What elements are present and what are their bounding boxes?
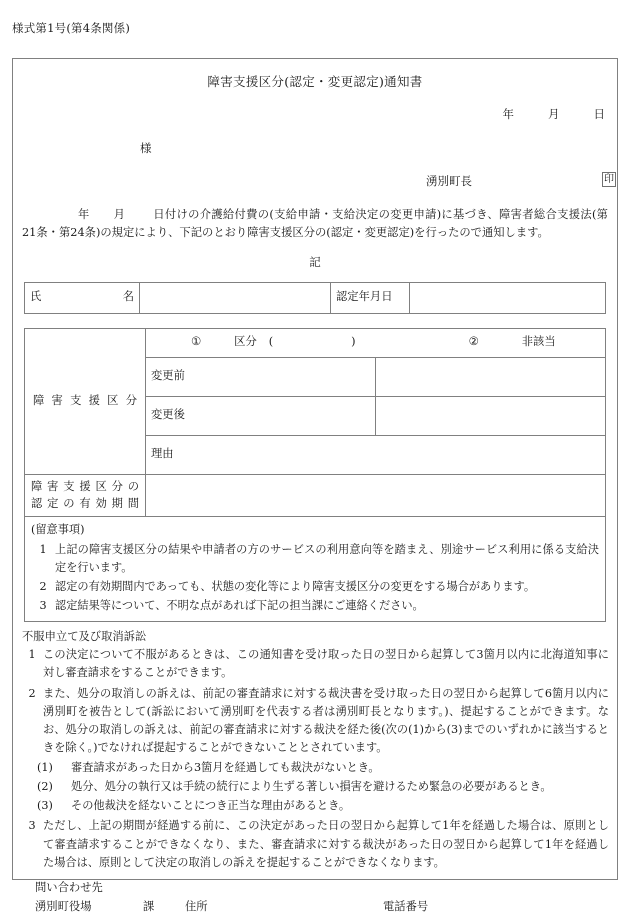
name-value[interactable] bbox=[140, 282, 331, 313]
lead-month-label: 月 bbox=[113, 208, 126, 221]
list-item bbox=[21, 759, 609, 777]
name-table bbox=[24, 282, 606, 314]
document-frame bbox=[12, 58, 618, 914]
appeal-number: 2 bbox=[28, 686, 36, 700]
list-item bbox=[21, 817, 609, 872]
appeal-number: 1 bbox=[28, 648, 36, 662]
note-number: 3 bbox=[39, 599, 47, 613]
list-item bbox=[21, 797, 609, 815]
sub-item-number: (1) bbox=[37, 760, 53, 774]
classification-row-label: 障害支援区分 bbox=[25, 328, 146, 474]
document-title: 障害支援区分(認定・変更認定)通知書 bbox=[207, 74, 423, 89]
table-row bbox=[25, 328, 606, 357]
option-2-number: ② bbox=[468, 335, 479, 349]
contact-department: 課 bbox=[143, 900, 155, 914]
contact-address: 住所 bbox=[185, 900, 208, 914]
validity-period-value[interactable] bbox=[146, 474, 606, 517]
before-change-value[interactable] bbox=[376, 357, 606, 396]
after-change-label: 変更後 bbox=[146, 396, 376, 435]
option-2-label: 非該当 bbox=[521, 335, 556, 349]
addressee-honorific: 様 bbox=[140, 141, 152, 155]
list-item bbox=[31, 541, 599, 577]
certification-date-label: 認定年月日 bbox=[331, 282, 410, 313]
appeal-text: また、処分の取消しの訴えは、前記の審査請求に対する裁決書を受け取った日の翌日から起算して6箇月以内に湧別町を被告として(訴訟において湧別町を代表する者は湧別町長となります。)、提起することができます。なお、処分の取消しの訴えは、前記の審査請求に対する裁決を経た後(次の(1)から(3)までのいずれかに該当するときを除く。)でなければ提起することができないこととされています。 bbox=[43, 686, 609, 755]
sub-item-text: その他裁決を経ないことにつき正当な理由があるとき。 bbox=[71, 799, 351, 813]
option-1-paren-open: ( bbox=[268, 335, 274, 349]
before-change-label: 変更前 bbox=[146, 357, 376, 396]
contact-office: 湧別町役場 bbox=[35, 900, 92, 914]
appeal-text: この決定について不服があるときは、この通知書を受け取った日の翌日から起算して3箇月以内に北海道知事に対し審査請求をすることができます。 bbox=[43, 648, 609, 680]
note-text: 上記の障害支援区分の結果や申請者の方のサービスの利用意向等を踏まえ、別途サービス利用に係る支給決定を行います。 bbox=[55, 542, 599, 574]
certification-date-value[interactable] bbox=[410, 282, 606, 313]
sub-item-text: 審査請求があった日から3箇月を経過しても裁決がないとき。 bbox=[71, 760, 380, 774]
date-month-label: 月 bbox=[548, 107, 560, 121]
table-row bbox=[25, 282, 606, 313]
list-item bbox=[31, 578, 599, 596]
validity-period-label bbox=[25, 474, 146, 517]
date-year-label: 年 bbox=[502, 107, 514, 121]
classification-table bbox=[24, 328, 606, 518]
notes-box bbox=[24, 517, 606, 622]
note-text: 認定結果等について、不明な点があれば下記の担当課にご連絡ください。 bbox=[55, 599, 424, 613]
option-1-number: ① bbox=[191, 335, 202, 349]
issuer-row bbox=[21, 173, 614, 191]
contact-title: 問い合わせ先 bbox=[35, 881, 103, 895]
classification-header-cell bbox=[146, 328, 606, 357]
appeal-number: 3 bbox=[28, 819, 36, 833]
reason-label[interactable]: 理由 bbox=[146, 435, 606, 474]
sub-item-number: (2) bbox=[37, 779, 53, 793]
date-line bbox=[21, 106, 609, 122]
sub-item-text: 処分、処分の執行又は手続の続行により生ずる著しい損害を避けるため緊急の必要があるとき。 bbox=[71, 779, 552, 793]
contact-phone: 電話番号 bbox=[383, 900, 429, 914]
list-item bbox=[21, 685, 609, 758]
note-number: 1 bbox=[39, 542, 47, 556]
after-change-value[interactable] bbox=[376, 396, 606, 435]
lead-year-label: 年 bbox=[78, 208, 90, 221]
list-item bbox=[31, 597, 599, 615]
seal-icon: 印 bbox=[604, 174, 614, 185]
note-text: 認定の有効期間内であっても、状態の変化等により障害支援区分の変更をする場合があります。 bbox=[55, 579, 536, 593]
ki-mark: 記 bbox=[309, 254, 321, 269]
lead-paragraph bbox=[21, 206, 609, 243]
issuer-name: 湧別町長 bbox=[426, 174, 472, 188]
list-item bbox=[21, 778, 609, 796]
option-1-label: 区分 bbox=[234, 335, 257, 349]
contact-details-row bbox=[35, 897, 609, 916]
list-item bbox=[21, 646, 609, 683]
validity-period-label-line1: 障害支援区分の bbox=[31, 479, 139, 493]
date-day-label: 日 bbox=[593, 107, 605, 121]
validity-period-label-line2: 認定の有効期間 bbox=[31, 496, 139, 510]
sub-item-number: (3) bbox=[37, 799, 53, 813]
option-1-paren-close: ) bbox=[351, 335, 356, 349]
form-number: 様式第1号(第4条関係) bbox=[12, 21, 131, 35]
notes-title: (留意事項) bbox=[31, 523, 85, 537]
lead-text: 日付けの介護給付費の(支給申請・支給決定の変更申請)に基づき、障害者総合支援法(第21条・第24条)の規定により、下記のとおり障害支援区分の(認定・変更認定)を行ったので通知します。 bbox=[22, 208, 608, 240]
contact-section bbox=[21, 878, 609, 916]
name-label: 氏名 bbox=[25, 282, 140, 313]
table-row bbox=[25, 474, 606, 517]
appeal-section-heading: 不服申立て及び取消訴訟 bbox=[22, 630, 147, 644]
appeal-text: ただし、上記の期間が経過する前に、この決定があった日の翌日から起算して1年を経過した場合は、原則として審査請求することができなくなり、また、審査請求に対する裁決があった日の翌日から起算して1年を経過した場合は、原則として決定の取消しの訴えを提起することができなくなります。 bbox=[43, 819, 609, 869]
note-number: 2 bbox=[39, 579, 47, 593]
